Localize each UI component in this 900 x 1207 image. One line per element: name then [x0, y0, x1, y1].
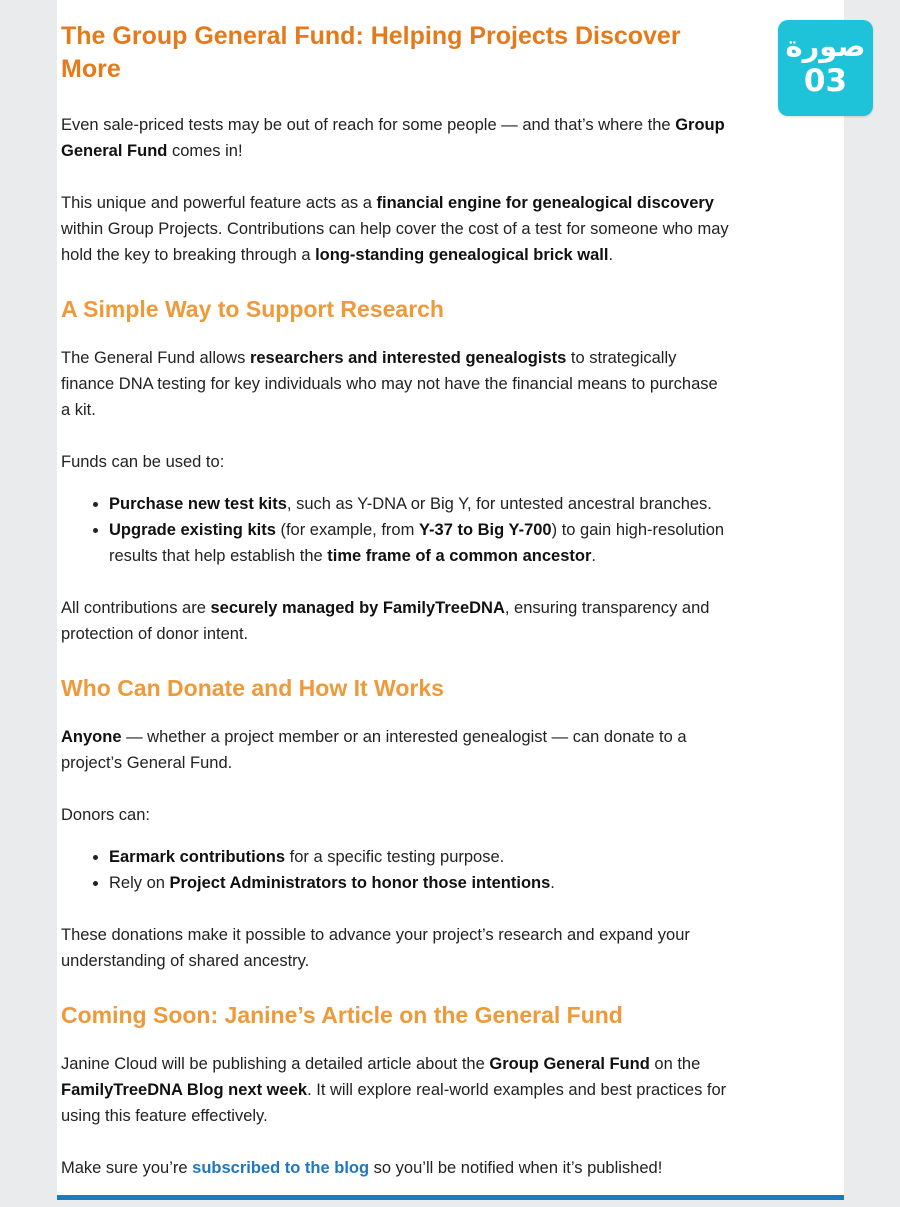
bottom-accent-bar — [57, 1195, 844, 1200]
donors-list — [61, 844, 731, 896]
contributions-paragraph: All contributions are securely managed by FamilyTreeDNA, ensuring transparency and protection of donor intent. — [61, 599, 710, 643]
list-item: • Upgrade existing kits (for example, from Y-37 to Big Y-700) to gain high-resolution results that help establish the time frame of a common ancestor. — [109, 517, 731, 569]
subscribe-blog-link[interactable]: subscribed to the blog — [192, 1159, 370, 1177]
section-heading-support-research: A Simple Way to Support Research — [61, 296, 444, 322]
article-title: The Group General Fund: Helping Projects Discover More — [61, 22, 681, 83]
image-number-badge — [778, 20, 873, 116]
badge-label: صورة — [785, 31, 866, 63]
feature-paragraph: This unique and powerful feature acts as a financial engine for genealogical discovery within Group Projects. Contributions can help cover the cost of a test for someone who may hold the key to breaking through a long-standing genealogical brick wall. — [61, 194, 729, 264]
funds-uses-list — [61, 491, 731, 569]
list-item: • Purchase new test kits, such as Y-DNA or Big Y, for untested ancestral branches. — [109, 491, 731, 517]
article-content — [61, 20, 731, 1207]
list-item: • Rely on Project Administrators to honor those intentions. — [109, 870, 731, 896]
janine-paragraph: Janine Cloud will be publishing a detailed article about the Group General Fund on the FamilyTreeDNA Blog next week. It will explore real-world examples and best practices for using this feature effectively. — [61, 1055, 727, 1125]
subscribe-paragraph: Make sure you’re subscribed to the blog so you’ll be notified when it’s published! — [61, 1159, 663, 1177]
anyone-paragraph: Anyone — whether a project member or an interested genealogist — can donate to a project’s General Fund. — [61, 728, 687, 772]
intro-paragraph: Even sale-priced tests may be out of reach for some people — and that’s where the Group General Fund comes in! — [61, 116, 725, 160]
general-fund-paragraph: The General Fund allows researchers and interested genealogists to strategically finance DNA testing for key individuals who may not have the financial means to purchase a kit. — [61, 349, 718, 419]
badge-number: 03 — [803, 63, 848, 99]
donors-intro: Donors can: — [61, 806, 150, 824]
section-heading-coming-soon: Coming Soon: Janine’s Article on the General Fund — [61, 1002, 623, 1028]
list-item: • Earmark contributions for a specific testing purpose. — [109, 844, 731, 870]
funds-intro: Funds can be used to: — [61, 453, 225, 471]
donations-paragraph: These donations make it possible to advance your project’s research and expand your understanding of shared ancestry. — [61, 926, 690, 970]
section-heading-who-can-donate: Who Can Donate and How It Works — [61, 675, 444, 701]
